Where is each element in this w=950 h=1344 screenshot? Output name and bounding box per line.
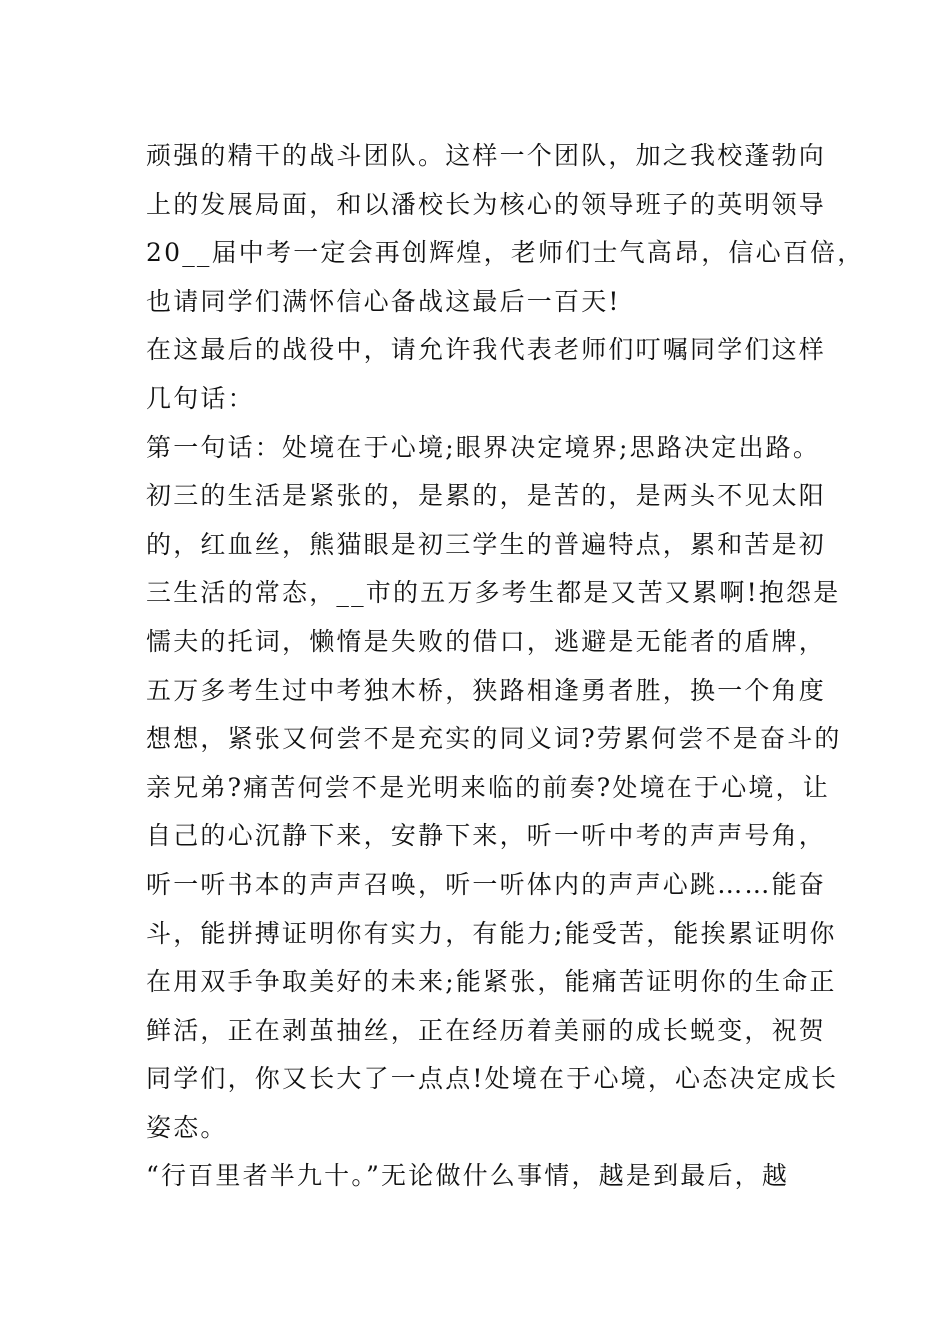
text-line: 自己的心沉静下来，安静下来，听一听中考的声声号角， xyxy=(146,821,827,851)
text-line: 几句话： xyxy=(146,383,255,413)
text-line: 顽强的精干的战斗团队。这样一个团队，加之我校蓬勃向 xyxy=(146,141,827,170)
text-line: 初三的生活是紧张的，是累的，是苦的，是两头不见太阳 xyxy=(146,481,827,511)
text-line: 鲜活，正在剥茧抽丝，正在经历着美丽的成长蜕变，祝贺 xyxy=(146,1015,827,1045)
document-body xyxy=(146,132,865,1201)
text-line: 同学们，你又长大了一点点!处境在于心境，心态决定成长 xyxy=(146,1064,839,1094)
text-line: 姿态。 xyxy=(146,1112,228,1142)
text-line: 三生活的常态，__市的五万多考生都是又苦又累啊!抱怨是 xyxy=(146,578,841,608)
text-line: 上的发展局面，和以潘校长为核心的领导班子的英明领导 xyxy=(146,189,827,219)
text-line: 第一句话：处境在于心境;眼界决定境界;思路决定出路。 xyxy=(146,432,821,462)
text-line: 在用双手争取美好的未来;能紧张，能痛苦证明你的生命正 xyxy=(146,967,837,997)
text-line: 听一听书本的声声召唤，听一听体内的声声心跳……能奋 xyxy=(146,869,827,899)
text-line: 20__届中考一定会再创辉煌，老师们士气高昂，信心百倍， xyxy=(146,238,865,268)
text-line: 在这最后的战役中，请允许我代表老师们叮嘱同学们这样 xyxy=(146,335,827,365)
text-line: 斗，能拼搏证明你有实力，有能力;能受苦，能挨累证明你 xyxy=(146,918,837,948)
text-line: 亲兄弟?痛苦何尝不是光明来临的前奏?处境在于心境，让 xyxy=(146,772,831,802)
text-line: 懦夫的托词，懒惰是失败的借口，逃避是无能者的盾牌， xyxy=(146,626,827,656)
text-line: 想想，紧张又何尝不是充实的同义词?劳累何尝不是奋斗的 xyxy=(146,724,842,754)
text-line: “行百里者半九十。”无论做什么事情，越是到最后，越 xyxy=(146,1161,790,1191)
text-line: 的，红血丝，熊猫眼是初三学生的普遍特点，累和苦是初 xyxy=(146,529,827,559)
text-line: 五万多考生过中考独木桥，狭路相逢勇者胜，换一个角度 xyxy=(146,675,827,705)
text-line: 也请同学们满怀信心备战这最后一百天! xyxy=(146,286,621,316)
